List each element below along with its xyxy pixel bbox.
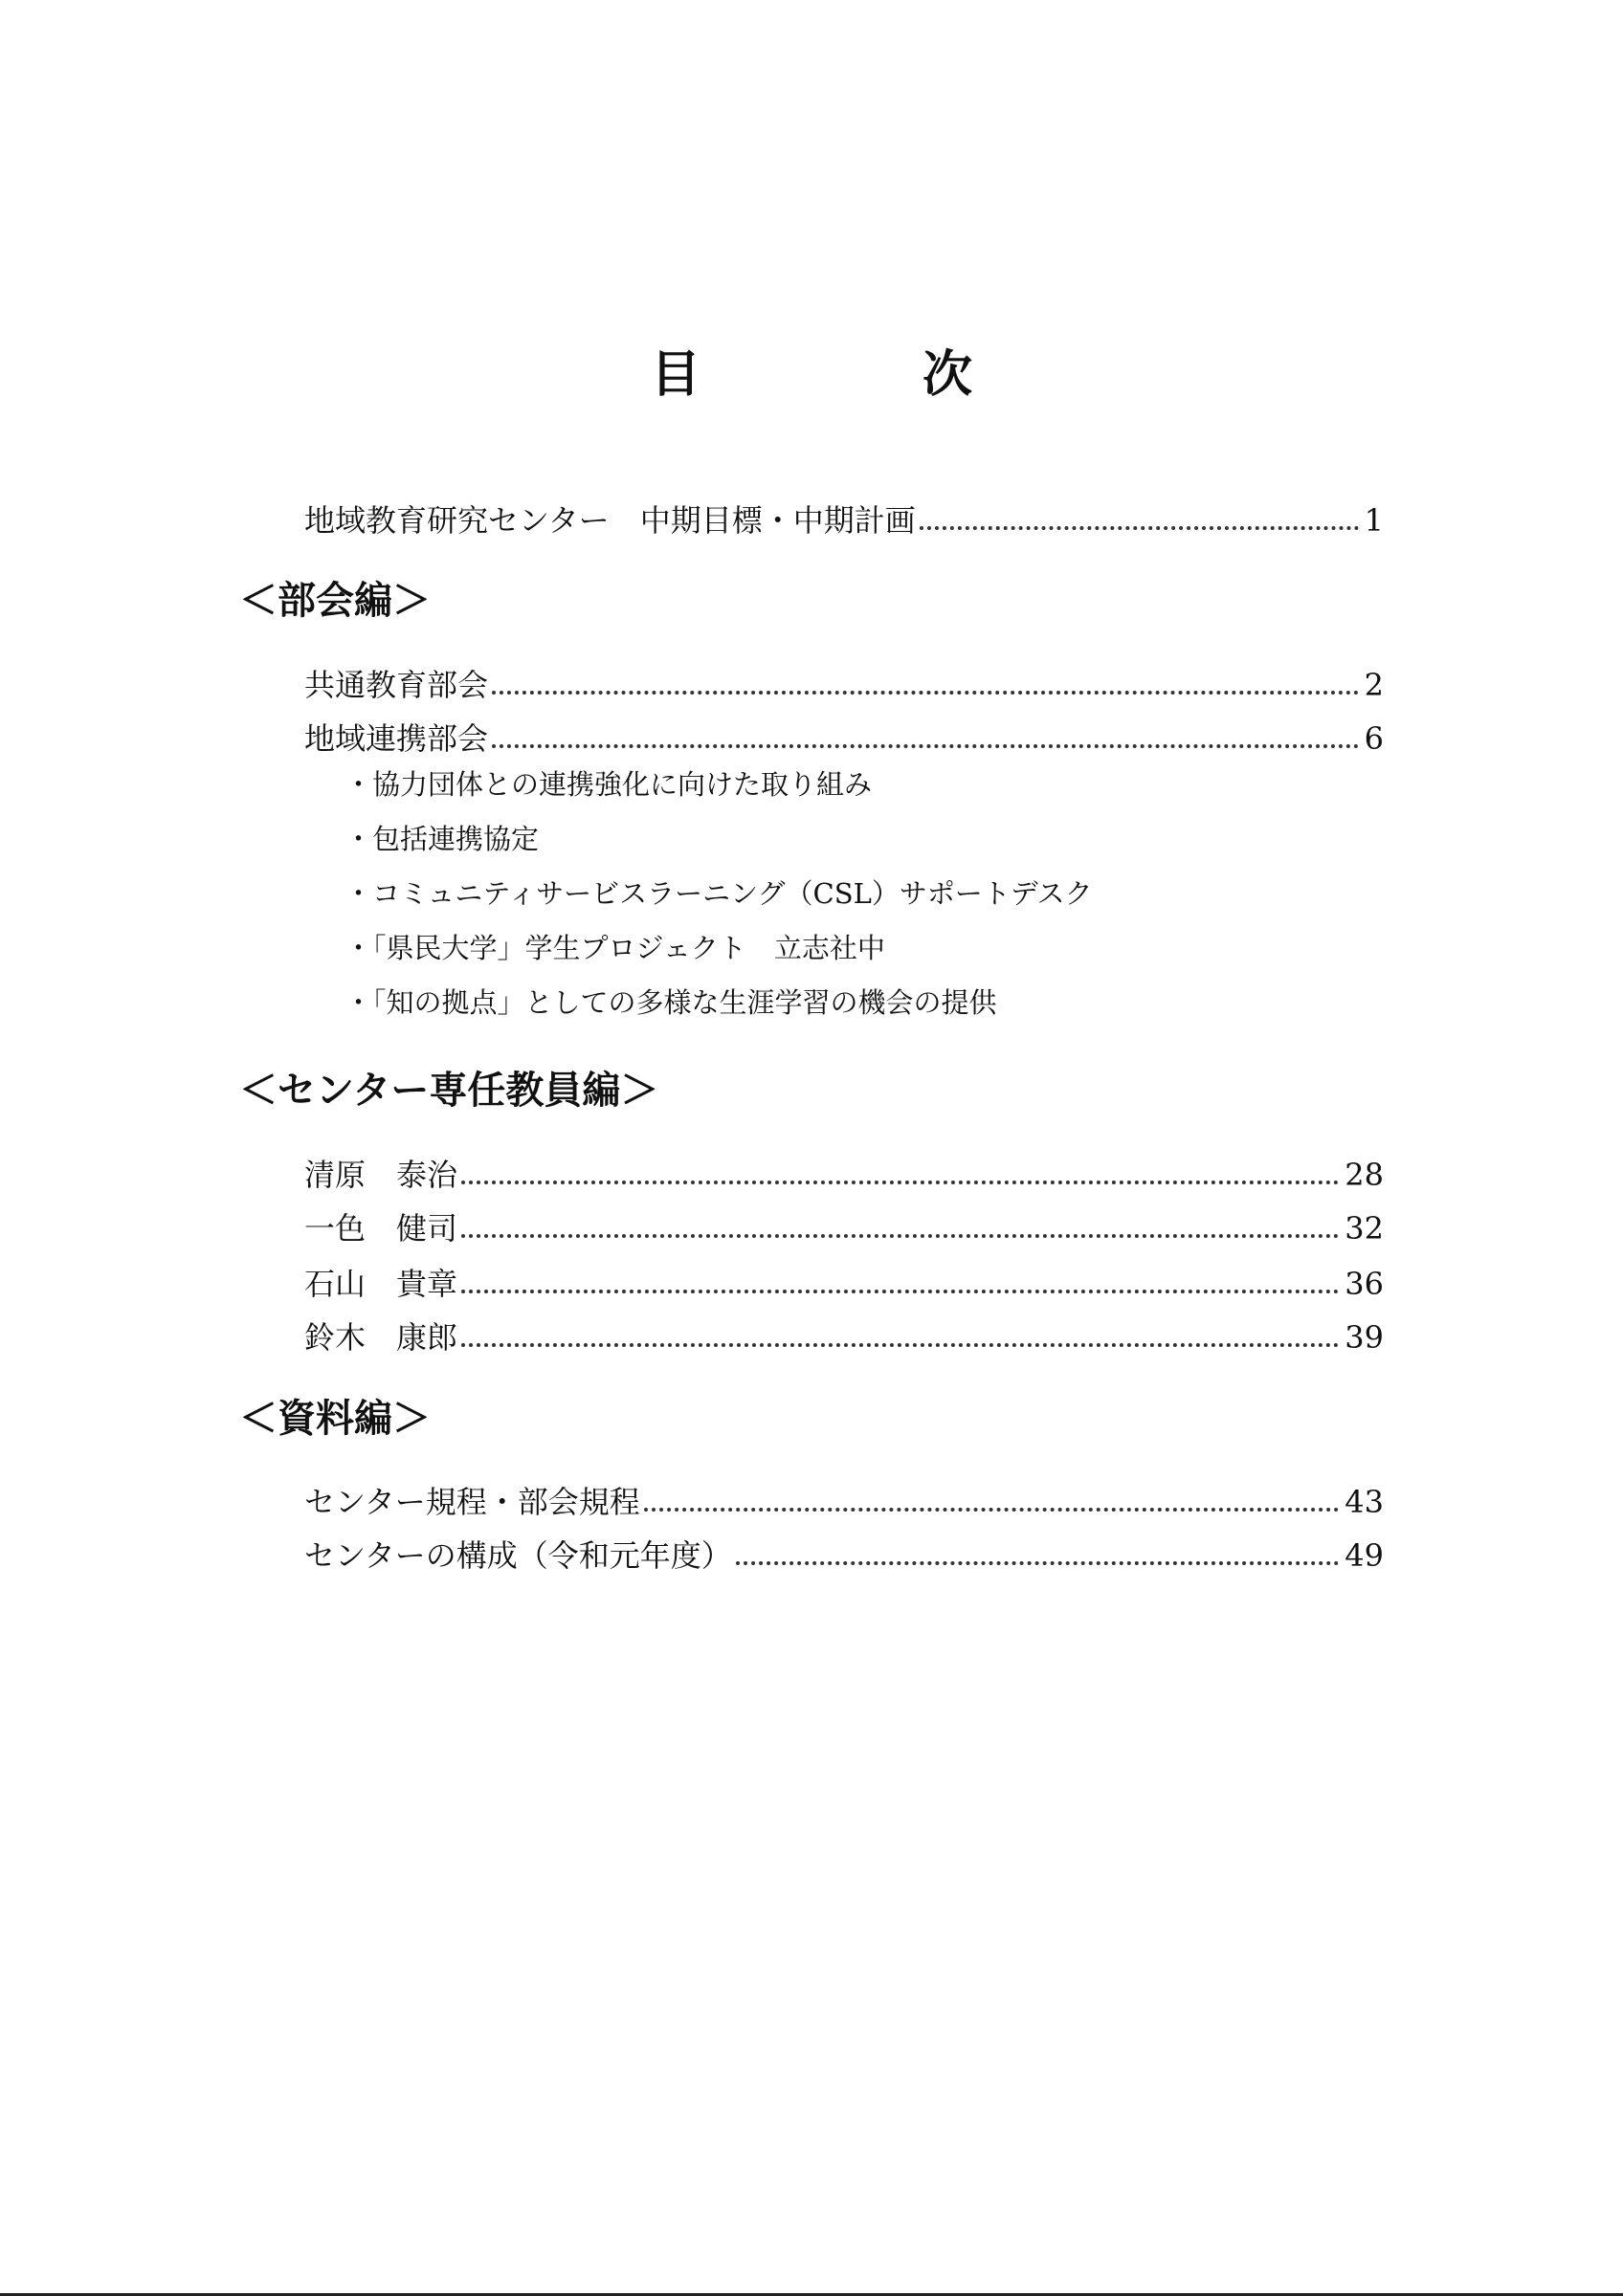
toc-entry-label: センター規程・部会規程 <box>304 1484 640 1520</box>
sub-item-partner-cooperation: ・協力団体との連携強化に向けた取り組み <box>345 768 873 801</box>
toc-entry-page: 49 <box>1345 1537 1384 1574</box>
toc-entry-page: 6 <box>1364 720 1384 757</box>
toc-entry-regulations[interactable] <box>304 1468 1384 1521</box>
toc-entry-faculty-1[interactable] <box>304 1140 1384 1194</box>
dot-leader <box>920 526 1359 530</box>
toc-entry-label: 共通教育部会 <box>304 667 489 703</box>
toc-entry-label: 一色 健司 <box>304 1210 458 1247</box>
toc-entry-label: 地域教育研究センター 中期目標・中期計画 <box>304 502 916 539</box>
page-title: 目 次 <box>650 345 1058 404</box>
dot-leader <box>461 1181 1339 1184</box>
toc-entry-regional-cooperation[interactable] <box>304 704 1384 758</box>
section-heading-materials: ＜資料編＞ <box>239 1396 431 1441</box>
dot-leader <box>492 744 1359 748</box>
dot-leader <box>492 691 1359 695</box>
toc-entry-page: 1 <box>1364 502 1384 539</box>
toc-entry-page: 2 <box>1364 667 1384 703</box>
dot-leader <box>461 1290 1339 1293</box>
toc-entry-label: 石山 貴章 <box>304 1266 458 1302</box>
toc-entry-center-structure[interactable] <box>304 1521 1384 1575</box>
section-heading-committees: ＜部会編＞ <box>239 578 431 623</box>
toc-entry-label: センターの構成（令和元年度） <box>304 1537 732 1574</box>
section-heading-faculty: ＜センター専任教員編＞ <box>239 1068 659 1113</box>
toc-entry-page: 28 <box>1345 1157 1384 1193</box>
toc-entry-faculty-4[interactable] <box>304 1303 1384 1357</box>
toc-entry-page: 43 <box>1345 1484 1384 1520</box>
toc-entry-label: 清原 泰治 <box>304 1157 458 1193</box>
toc-entry-faculty-2[interactable] <box>304 1194 1384 1247</box>
dot-leader <box>461 1343 1339 1347</box>
sub-item-comprehensive-agreement: ・包括連携協定 <box>345 823 540 855</box>
toc-entry-center-plan[interactable] <box>304 486 1384 540</box>
dot-leader <box>736 1561 1340 1565</box>
toc-entry-common-education[interactable] <box>304 651 1384 704</box>
dot-leader <box>461 1234 1339 1238</box>
toc-entry-page: 39 <box>1345 1319 1384 1356</box>
sub-item-student-project: ・「県民大学」学生プロジェクト 立志社中 <box>345 932 885 964</box>
toc-entry-faculty-3[interactable] <box>304 1249 1384 1303</box>
toc-entry-page: 36 <box>1345 1266 1384 1302</box>
sub-item-lifelong-learning: ・「知の拠点」としての多様な生涯学習の機会の提供 <box>345 986 997 1019</box>
toc-entry-label: 鈴木 康郎 <box>304 1319 458 1356</box>
sub-item-csl-support-desk: ・コミュニティサービスラーニング（CSL）サポートデスク <box>345 877 1093 910</box>
toc-entry-label: 地域連携部会 <box>304 720 489 757</box>
toc-entry-page: 32 <box>1345 1210 1384 1247</box>
dot-leader <box>644 1508 1340 1512</box>
